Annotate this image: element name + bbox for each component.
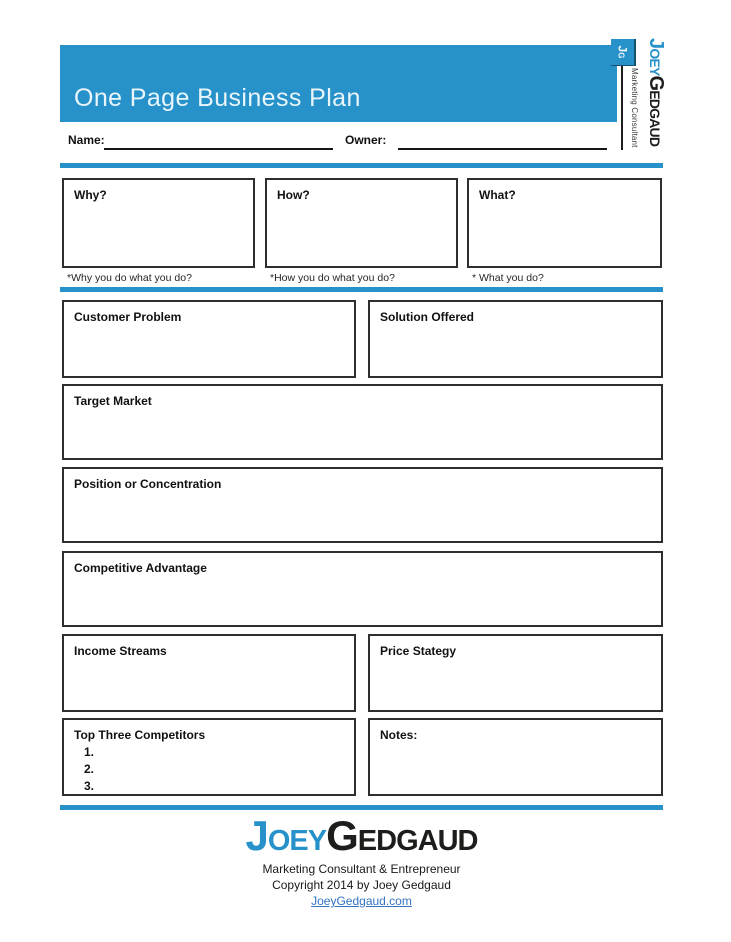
divider-rule-bottom [60,805,663,810]
competitor-item-3: 3. [84,779,95,793]
logo-divider-line [621,66,623,150]
title-banner [60,45,617,122]
footer-brand-first-name: Joey [245,812,327,859]
position-or-concentration-label: Position or Concentration [74,477,222,491]
website-link[interactable]: JoeyGedgaud.com [311,894,412,908]
customer-problem-box [62,300,356,378]
name-label: Name: [68,133,105,147]
why-label: Why? [74,188,107,202]
competitor-item-2: 2. [84,762,95,776]
solution-offered-box [368,300,663,378]
price-strategy-label: Price Stategy [380,644,457,658]
jg-monogram-badge [611,39,636,66]
solution-offered-label: Solution Offered [380,310,474,324]
brand-wordmark-vertical [644,38,668,146]
what-box [467,178,662,268]
target-market-label: Target Market [74,394,152,408]
competitors-list [64,742,354,795]
brand-tagline-vertical: Marketing Consultant [630,68,639,148]
jg-monogram: Jg [615,45,630,59]
footer-tagline: Marketing Consultant & Entrepreneur [262,862,461,876]
brand-first-name: Joey [645,38,667,76]
how-box [265,178,458,268]
why-box [62,178,255,268]
what-label: What? [479,188,516,202]
footer [60,813,663,910]
competitor-item-1: 1. [84,745,95,759]
income-streams-label: Income Streams [74,644,167,658]
footer-brand-wordmark [60,813,663,859]
competitive-advantage-label: Competitive Advantage [74,561,207,575]
divider-rule-top [60,163,663,168]
income-streams-box [62,634,356,712]
divider-rule-middle [60,287,663,292]
page-title: One Page Business Plan [74,84,361,112]
how-footnote: *How you do what you do? [270,272,395,284]
how-label: How? [277,188,310,202]
top-three-competitors-box [62,718,356,796]
footer-brand-last-name: Gedgaud [326,812,478,859]
owner-fill-line [398,148,607,150]
target-market-box [62,384,663,460]
footer-copyright: Copyright 2014 by Joey Gedgaud [272,878,451,892]
name-fill-line [104,148,333,150]
notes-label: Notes: [380,728,418,742]
what-footnote: * What you do? [472,272,544,284]
position-or-concentration-box [62,467,663,543]
customer-problem-label: Customer Problem [74,310,182,324]
top-three-competitors-label: Top Three Competitors [74,728,206,742]
competitive-advantage-box [62,551,663,627]
price-strategy-box [368,634,663,712]
brand-last-name: Gedgaud [645,75,667,147]
notes-box [368,718,663,796]
owner-label: Owner: [345,133,387,147]
why-footnote: *Why you do what you do? [67,272,192,284]
